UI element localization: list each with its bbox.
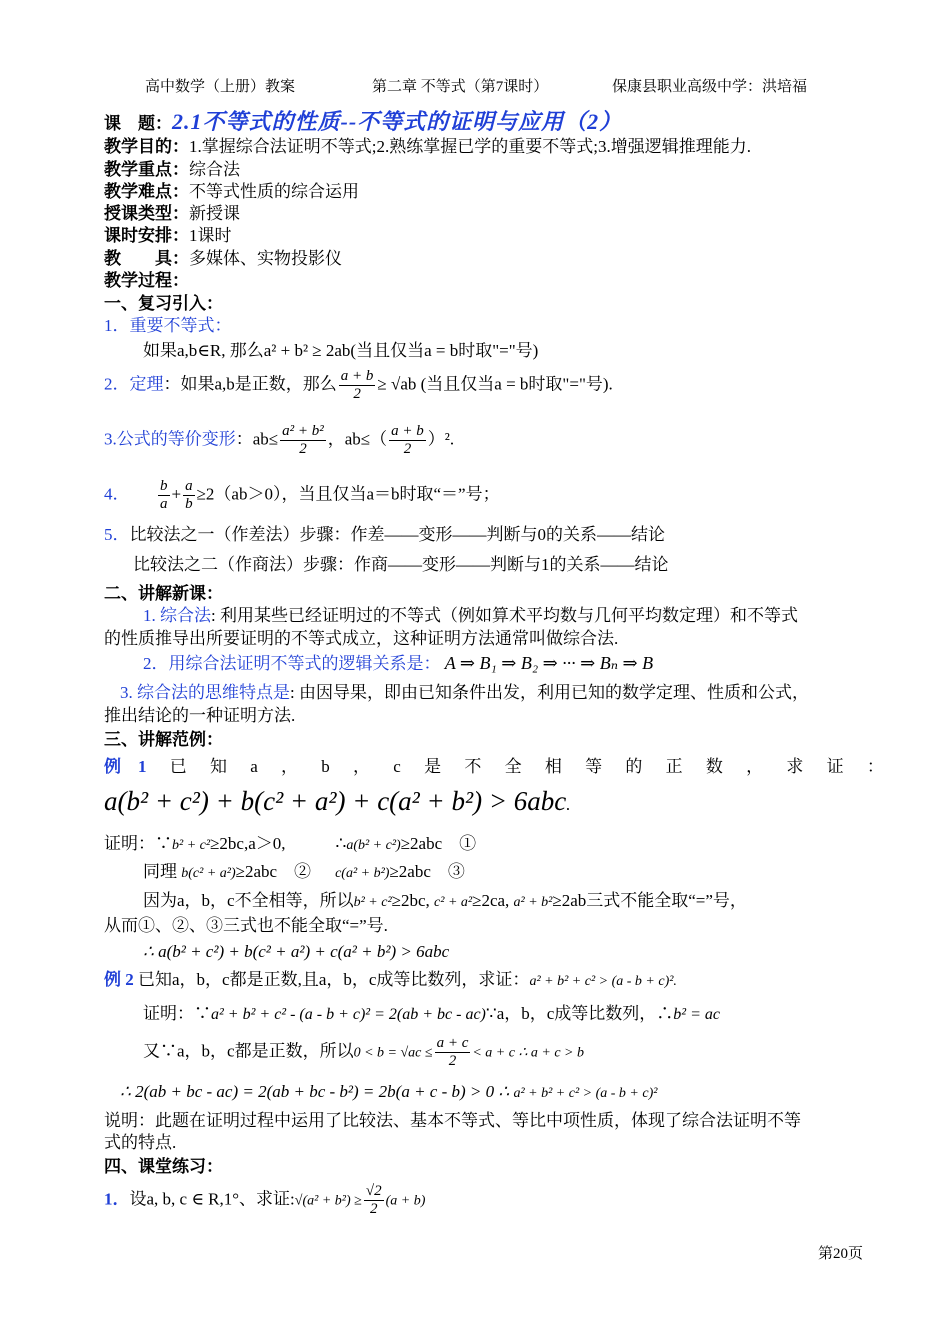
s2-p1-label: 1. 综合法 — [143, 606, 211, 625]
s2-p3 — [120, 683, 809, 703]
proof-formula: c(a² + b²) — [335, 866, 390, 881]
s1-item5-text: 比较法之一（作差法）步骤：作差——变形——判断与0的关系——结论 — [129, 525, 665, 544]
ex1-word: ， — [353, 757, 371, 776]
ex2-text: 已知a，b，c都是正数,且a，b，c成等比数列，求证： — [138, 970, 530, 989]
s1-item4-fraction1 — [158, 478, 170, 514]
ex1-word: a — [250, 757, 258, 776]
section1-heading: 一、复习引入： — [104, 294, 223, 313]
s4-q1-label: 1． — [104, 1189, 130, 1209]
meta-label: 教学目的： — [104, 137, 189, 156]
meta-focus — [104, 160, 240, 180]
s1-item1-label: 1．重要不等式： — [104, 316, 232, 335]
frac-den: 2 — [403, 441, 412, 458]
page-header-mid — [372, 78, 548, 96]
proof-text: ∴ — [335, 834, 347, 853]
meta-value: 多媒体、实物投影仪 — [189, 249, 342, 268]
ex2-line — [104, 970, 677, 991]
frac-num: b — [158, 478, 170, 496]
s1-item4-num: 4． — [104, 484, 130, 504]
ex1-word: ： — [866, 757, 884, 776]
s4-q1-fraction — [364, 1183, 384, 1219]
ex1-word: 证 — [826, 757, 844, 776]
meta-value: 新授课 — [189, 204, 240, 223]
s2-p1 — [143, 606, 798, 626]
s4-q1-tail: (a + b) — [385, 1193, 426, 1209]
proof-line2 — [143, 862, 465, 883]
s4-q1-formula: √(a² + b²) ≥ — [294, 1193, 362, 1209]
frac-den: 2 — [369, 1201, 378, 1218]
section4-heading: 四、课堂练习： — [104, 1157, 223, 1176]
s1-item2-label: 2．定理 — [104, 374, 164, 394]
proof-text: ≥2abc ② — [235, 862, 312, 881]
frac-den: 2 — [448, 1053, 457, 1070]
page-header — [145, 78, 295, 96]
s1-item4 — [104, 478, 500, 514]
ex1-formula-text: a(b² + c²) + b(c² + a²) + c(a² + b²) > 6abc — [104, 786, 567, 816]
s1-item2-tail: ≥ √ab (当且仅当a = b时取"="号). — [377, 374, 613, 394]
proof-formula: c² + a² — [434, 895, 473, 910]
ex2-formula: a² + b² + c² > (a - b + c)². — [529, 974, 677, 989]
meta-hours — [104, 226, 232, 246]
s1-item3-fraction1 — [280, 423, 326, 459]
proof-formula: b² + c² — [172, 838, 211, 853]
note-line1: 说明：此题在证明过程中运用了比较法、基本不等式、等比中项性质，体现了综合法证明不等 — [104, 1111, 801, 1130]
s1-item5-num: 5． — [104, 525, 130, 544]
meta-label: 教学难点： — [104, 182, 189, 201]
s1-item2-text: ：如果a,b是正数，那么 — [163, 374, 337, 394]
lesson-title — [104, 109, 622, 135]
proof-text: 因为a，b，c不全相等，所以 — [143, 891, 354, 910]
proof-formula: ∴ 2(ab + bc - ac) = 2(ab + bc - b²) = 2b(a + c - b) > 0 ∴ — [120, 1082, 510, 1101]
title-label: 课 题： — [104, 114, 172, 133]
header-mid: 第二章 不等式（第7课时） — [372, 79, 549, 95]
s2-p2 — [143, 653, 653, 675]
ex1-word: c — [393, 757, 401, 776]
meta-label: 教 具： — [104, 249, 189, 268]
meta-goal — [104, 137, 751, 157]
proof-formula: a² + b² — [513, 895, 553, 910]
meta-value: 不等式性质的综合运用 — [189, 182, 359, 201]
ex2-label: 例 2 — [104, 970, 134, 989]
proof-text: 证明：∵ — [143, 1004, 211, 1023]
s2-p3-label: 3. 综合法的思维特点是 — [120, 683, 290, 702]
proof-text: ≥2bc, — [391, 891, 430, 910]
frac-den: a — [160, 496, 168, 513]
plus-sign: + — [171, 484, 182, 504]
ex1-word: ， — [746, 757, 764, 776]
frac-den: 2 — [353, 386, 361, 403]
proof-text: ≥2abc ③ — [389, 862, 465, 881]
proof-formula: a² + b² + c² - (a - b + c)² = 2(ab + bc - ac) — [211, 1006, 486, 1023]
s2-p3-text: : 由因导果，即由已知条件出发，利用已知的数学定理、性质和公式， — [290, 683, 809, 702]
ex2-proof3 — [120, 1082, 657, 1103]
proof-text: ∵a，b，c成等比数列，∴ — [485, 1004, 674, 1023]
proof-text: ≥2abc ① — [400, 834, 477, 853]
ex1-word: ， — [281, 757, 299, 776]
s1-item3-label: 3.公式的等价变形 — [104, 429, 236, 449]
meta-tools — [104, 249, 342, 269]
ex1-formula-tail: . — [566, 795, 571, 814]
meta-process — [104, 271, 189, 291]
ex1-word: 等 — [585, 757, 603, 776]
proof-line3 — [143, 891, 747, 912]
s4-q1-text: 设a, b, c ∈ R,1°、求证: — [129, 1189, 295, 1209]
ex2-fraction — [435, 1035, 471, 1071]
proof-line1 — [104, 834, 476, 855]
frac-num: a + b — [339, 368, 376, 386]
section2-heading: 二、讲解新课： — [104, 584, 223, 603]
ex1-word: 正 — [665, 757, 683, 776]
s1-item1-formula: 如果a,b∈R, 那么a² + b² ≥ 2ab(当且仅当a = b时取"="号) — [143, 341, 539, 360]
meta-difficulty — [104, 182, 359, 202]
s1-item3-text-a: ：ab≤ — [235, 429, 279, 449]
ex1-word: 是 — [424, 757, 442, 776]
frac-num: a² + b² — [280, 423, 326, 441]
title-text: 2.1不等式的性质--不等式的证明与应用（2） — [172, 109, 623, 134]
ex1-word: 的 — [625, 757, 643, 776]
s1-item4-text: ≥2（ab＞0），当且仅当a＝b时取“＝”号； — [196, 484, 500, 504]
ex1-label: 例 1 — [104, 757, 147, 776]
ex1-word: b — [321, 757, 330, 776]
proof-text: 同理 — [143, 862, 177, 881]
frac-num: a + c — [435, 1035, 471, 1053]
proof-text: ≥2ab三式不能全取“=”号， — [552, 891, 747, 910]
proof-formula: b² + c² — [353, 895, 392, 910]
s2-p1-cont: 的性质推导出所要证明的不等式成立，这种证明方法通常叫做综合法. — [104, 629, 619, 648]
proof-text: 证明：∵ — [104, 834, 172, 853]
frac-den: b — [185, 496, 193, 513]
ex1-formula — [104, 785, 571, 817]
frac-num: √2 — [364, 1183, 384, 1201]
s1-item5b: 比较法之二（作商法）步骤：作商——变形——判断与1的关系——结论 — [133, 555, 669, 574]
meta-label: 课时安排： — [104, 226, 189, 245]
proof-line5: ∴ a(b² + c²) + b(c² + a²) + c(a² + b²) > 6abc — [143, 942, 450, 961]
proof-formula: b² = ac — [673, 1006, 720, 1023]
meta-value: 1课时 — [189, 226, 232, 245]
section3-heading: 三、讲解范例： — [104, 730, 223, 749]
proof-formula: < a + c ∴ a + c > b — [472, 1045, 584, 1061]
meta-label: 授课类型： — [104, 204, 189, 223]
s1-item3 — [104, 423, 454, 459]
proof-formula: a² + b² + c² > (a - b + c)² — [513, 1086, 658, 1101]
s1-item4-fraction2 — [183, 478, 195, 514]
s4-q1 — [104, 1183, 425, 1219]
meta-type — [104, 204, 240, 224]
s1-item2 — [104, 368, 613, 404]
meta-value: 1.掌握综合法证明不等式;2.熟练掌握已学的重要不等式;3.增强逻辑推理能力. — [189, 137, 751, 156]
proof-text: 又∵a，b，c都是正数，所以 — [143, 1041, 354, 1061]
s1-item3-text-c: ）². — [427, 429, 455, 449]
proof-formula: b(c² + a²) — [181, 866, 236, 881]
meta-label: 教学过程： — [104, 271, 189, 290]
frac-num: a + b — [389, 423, 426, 441]
header-right: 保康县职业高级中学：洪培福 — [612, 79, 808, 95]
ex1-line — [104, 757, 884, 777]
proof-text: ≥2bc,a＞0, — [210, 834, 286, 853]
proof-text: ≥2ca, — [472, 891, 510, 910]
s1-item3-text-b: ，ab≤（ — [327, 429, 388, 449]
s2-p1-text: : 利用某些已经证明过的不等式（例如算术平均数与几何平均数定理）和不等式 — [211, 606, 798, 625]
s1-item3-fraction2 — [389, 423, 426, 459]
proof-line4: 从而①、②、③三式也不能全取“=”号. — [104, 916, 388, 935]
frac-num: a — [183, 478, 195, 496]
page-header-right — [612, 78, 807, 96]
ex1-word: 知 — [210, 757, 227, 776]
ex1-word: 数 — [705, 757, 723, 776]
ex1-word: 已 — [169, 757, 187, 776]
frac-den: 2 — [299, 441, 307, 458]
ex1-word: 求 — [786, 757, 804, 776]
s1-item5 — [104, 525, 665, 545]
meta-value: 综合法 — [189, 160, 240, 179]
ex1-word: 全 — [504, 757, 522, 776]
meta-label: 教学重点： — [104, 160, 189, 179]
ex1-word: 不 — [464, 757, 482, 776]
s2-p2-formula: A ⇒ B₁ ⇒ B₂ ⇒ ··· ⇒ Bₙ ⇒ B — [444, 653, 654, 673]
ex1-statement — [104, 757, 884, 777]
s1-item2-fraction — [339, 368, 376, 404]
page-number: 第20页 — [818, 1246, 864, 1262]
header-left: 高中数学（上册）教案 — [145, 79, 296, 95]
note-line2: 式的特点. — [104, 1133, 177, 1152]
ex1-word: 相 — [544, 757, 562, 776]
proof-formula: 0 < b = √ac ≤ — [353, 1045, 433, 1061]
proof-formula: a(b² + c²) — [346, 838, 401, 853]
ex2-proof1 — [143, 1004, 720, 1024]
ex2-proof2 — [143, 1035, 584, 1071]
s2-p2-label: 2．用综合法证明不等式的逻辑关系是： — [143, 654, 441, 673]
s2-p3-cont: 推出结论的一种证明方法. — [104, 706, 296, 725]
